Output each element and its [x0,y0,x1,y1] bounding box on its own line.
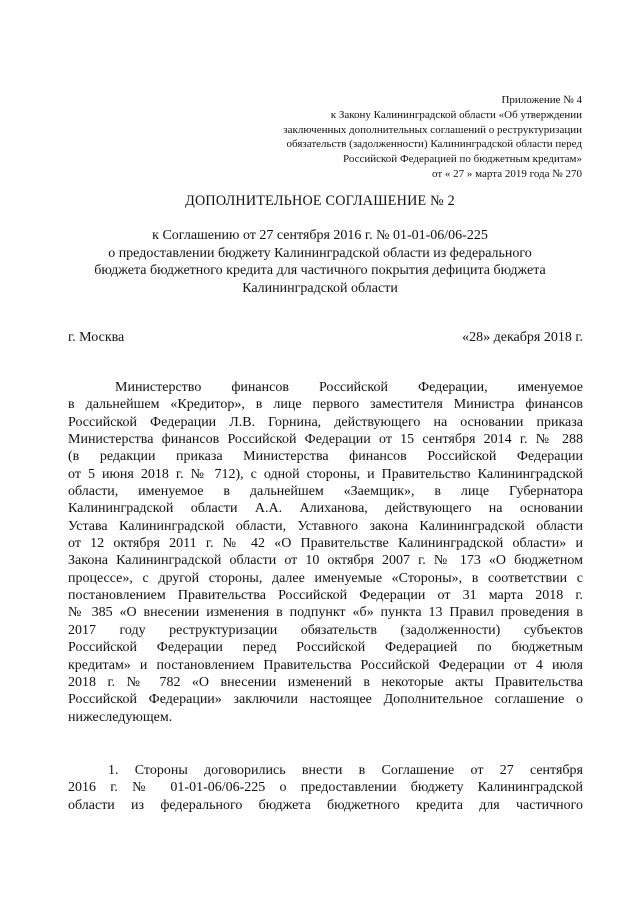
subject-line: о предоставлении бюджету Калининградской области из федерального [108,245,532,261]
text-line: Министерства финансов Российской Федерации от 15 сентября 2014 г. № 288 [68,432,583,448]
text-line: в дальнейшем «Кредитор», в лице первого заместителя Министра финансов [68,397,583,413]
text-line: от 12 октября 2011 г. № 42 «О Правительстве Калининградской области» и [68,536,583,552]
text-line: нижеследующем. [68,709,173,725]
appendix-line: от « 27 » марта 2019 года № 270 [431,167,582,180]
text-line: Министерство финансов Российской Федерации, именуемое [115,380,583,395]
clause-1-paragraph [68,762,583,814]
text-line: Российской Федерации Л.В. Горнина, действующего на основании приказа [68,414,583,430]
text-line: 2017 году реструктуризации обязательств (задолженности) субъектов [68,622,583,638]
text-line: 1. Стороны договорились внести в Соглашение от 27 сентября [108,763,583,778]
text-line: № 385 «О внесении изменения в подпункт «б» пункта 13 Правил проведения в [68,605,583,621]
text-line: процессе», с другой стороны, далее именуемые «Стороны», в соответствии с [68,570,583,586]
text-line: от 5 июня 2018 г. № 712), с одной стороны, и Правительство Калининградской [68,466,583,482]
appendix-line: заключенных дополнительных соглашений о реструктуризации [283,123,582,136]
signing-place: г. Москва [68,330,125,345]
text-line: 2016 г. № 01-01-06/06-225 о предоставлении бюджету Калининградской [68,780,583,796]
subject-line: к Соглашению от 27 сентября 2016 г. № 01-01-06/06-225 [152,228,488,243]
appendix-reference [222,93,582,182]
appendix-line: Российской Федерацией по бюджетным кредитам» [342,153,582,166]
appendix-line: Приложение № 4 [501,94,582,106]
text-line: постановлением Правительства Российской Федерации от 31 марта 2018 г. [68,588,583,604]
signing-date: «28» декабря 2018 г. [462,330,583,345]
text-line: (в редакции приказа Министерства финансов Российской Федерации [68,449,583,465]
appendix-line: обязательств (задолженности) Калининградской области перед [286,138,582,151]
subject-line: Калининградской области [242,280,398,296]
text-line: Калининградской области А.А. Алиханова, действующего на основании [68,501,583,517]
document-title: ДОПОЛНИТЕЛЬНОЕ СОГЛАШЕНИЕ № 2 [185,193,455,209]
appendix-line: к Закону Калининградской области «Об утверждении [330,108,582,121]
text-line: Закона Калининградской области от 10 октября 2007 г. № 173 «О бюджетном [68,553,583,569]
text-line: Устава Калининградской области, Уставного закона Калининградской области [68,518,583,534]
text-line: Российской Федерации перед Российской Федерацией по бюджетным [68,640,583,656]
preamble-paragraph [68,379,583,726]
text-line: 2018 г. № 782 «О внесении изменений в некоторые акты Правительства [68,674,583,690]
place-date-row [68,330,583,346]
text-line: кредитам» и постановлением Правительства Российской Федерации от 4 июля [68,657,583,673]
text-line: Российской Федерации» заключили настоящее Дополнительное соглашение о [68,692,583,708]
subject-line: бюджета бюджетного кредита для частичного покрытия дефицита бюджета [94,263,546,279]
text-line: области из федерального бюджета бюджетного кредита для частичного [68,797,583,813]
agreement-subject [60,227,580,297]
text-line: области, именуемое в дальнейшем «Заемщик», в лице Губернатора [68,484,583,500]
